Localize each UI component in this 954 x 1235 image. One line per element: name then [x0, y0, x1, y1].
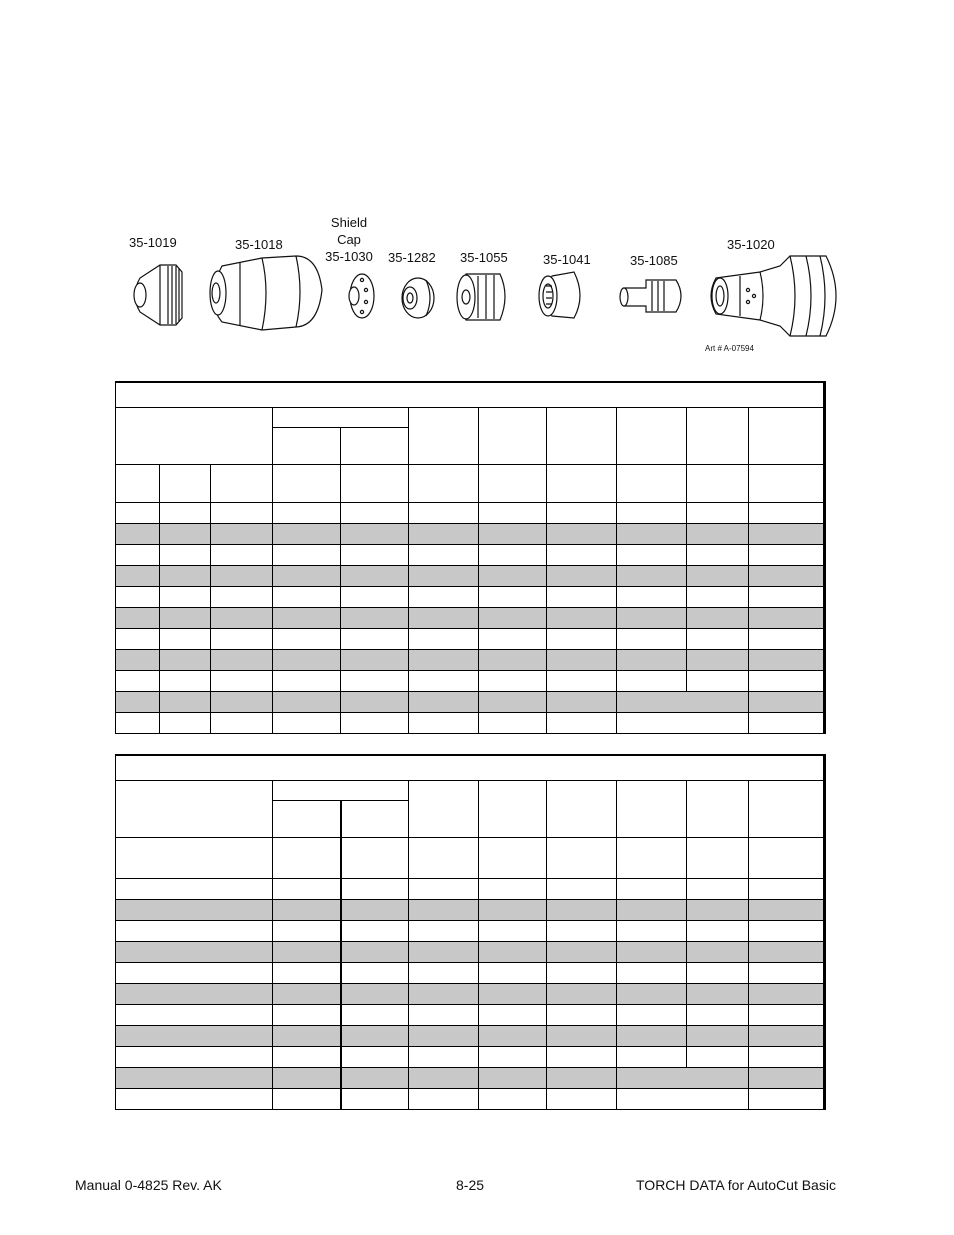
torch-head-drawing [711, 256, 836, 336]
table-row [116, 878, 825, 899]
header-row [116, 407, 825, 427]
table-row [116, 544, 825, 565]
table-row [116, 920, 825, 941]
cut-chart-grid-1 [115, 381, 826, 734]
table-row [116, 691, 825, 712]
table-row [116, 607, 825, 628]
tip-drawing [539, 272, 580, 318]
table-row [116, 1067, 825, 1088]
table-row [116, 649, 825, 670]
table-row [116, 670, 825, 691]
table-row [116, 1025, 825, 1046]
footer-manual: Manual 0-4825 Rev. AK [75, 1177, 222, 1193]
table-row [116, 586, 825, 607]
table-row [116, 523, 825, 544]
cut-chart-grid-2 [115, 754, 826, 1110]
part-label-35-1019: 35-1019 [129, 235, 177, 250]
part-label-line: Shield [330, 215, 368, 230]
table-row [116, 628, 825, 649]
shield-cup-drawing [134, 265, 182, 325]
header-row [116, 837, 825, 878]
table-row [116, 502, 825, 523]
part-label-35-1020: 35-1020 [727, 237, 775, 252]
table-row [116, 565, 825, 586]
table-row [116, 1088, 825, 1109]
electrode-drawing [620, 280, 681, 312]
part-label-35-1282: 35-1282 [388, 250, 436, 265]
table-row [116, 1046, 825, 1067]
deflector-drawing [402, 278, 434, 318]
table-row [116, 712, 825, 733]
cut-chart-table-1 [115, 381, 824, 734]
table-row [116, 983, 825, 1004]
part-label-line: Cap [337, 232, 361, 247]
part-label-35-1055: 35-1055 [460, 250, 508, 265]
table-title-row [116, 382, 825, 407]
footer-page-number: 8-25 [456, 1177, 485, 1193]
footer-section-title: TORCH DATA for AutoCut Basic [636, 1177, 836, 1193]
table-row [116, 962, 825, 983]
part-label-35-1041: 35-1041 [543, 252, 591, 267]
shield-cap-drawing [349, 274, 374, 318]
tip-retainer-drawing [457, 274, 505, 320]
table-title-row [116, 755, 825, 780]
header-row [116, 780, 825, 800]
part-label-35-1085: 35-1085 [630, 253, 678, 268]
art-number: Art # A-07594 [705, 344, 754, 353]
cut-chart-table-2 [115, 754, 824, 1110]
table-row [116, 1004, 825, 1025]
exploded-parts-drawing [0, 0, 954, 380]
header-row [116, 464, 825, 502]
part-label-35-1018: 35-1018 [235, 237, 283, 252]
cup-body-drawing [210, 256, 322, 330]
table-row [116, 899, 825, 920]
part-label-line: 35-1030 [325, 249, 373, 264]
table-row [116, 941, 825, 962]
